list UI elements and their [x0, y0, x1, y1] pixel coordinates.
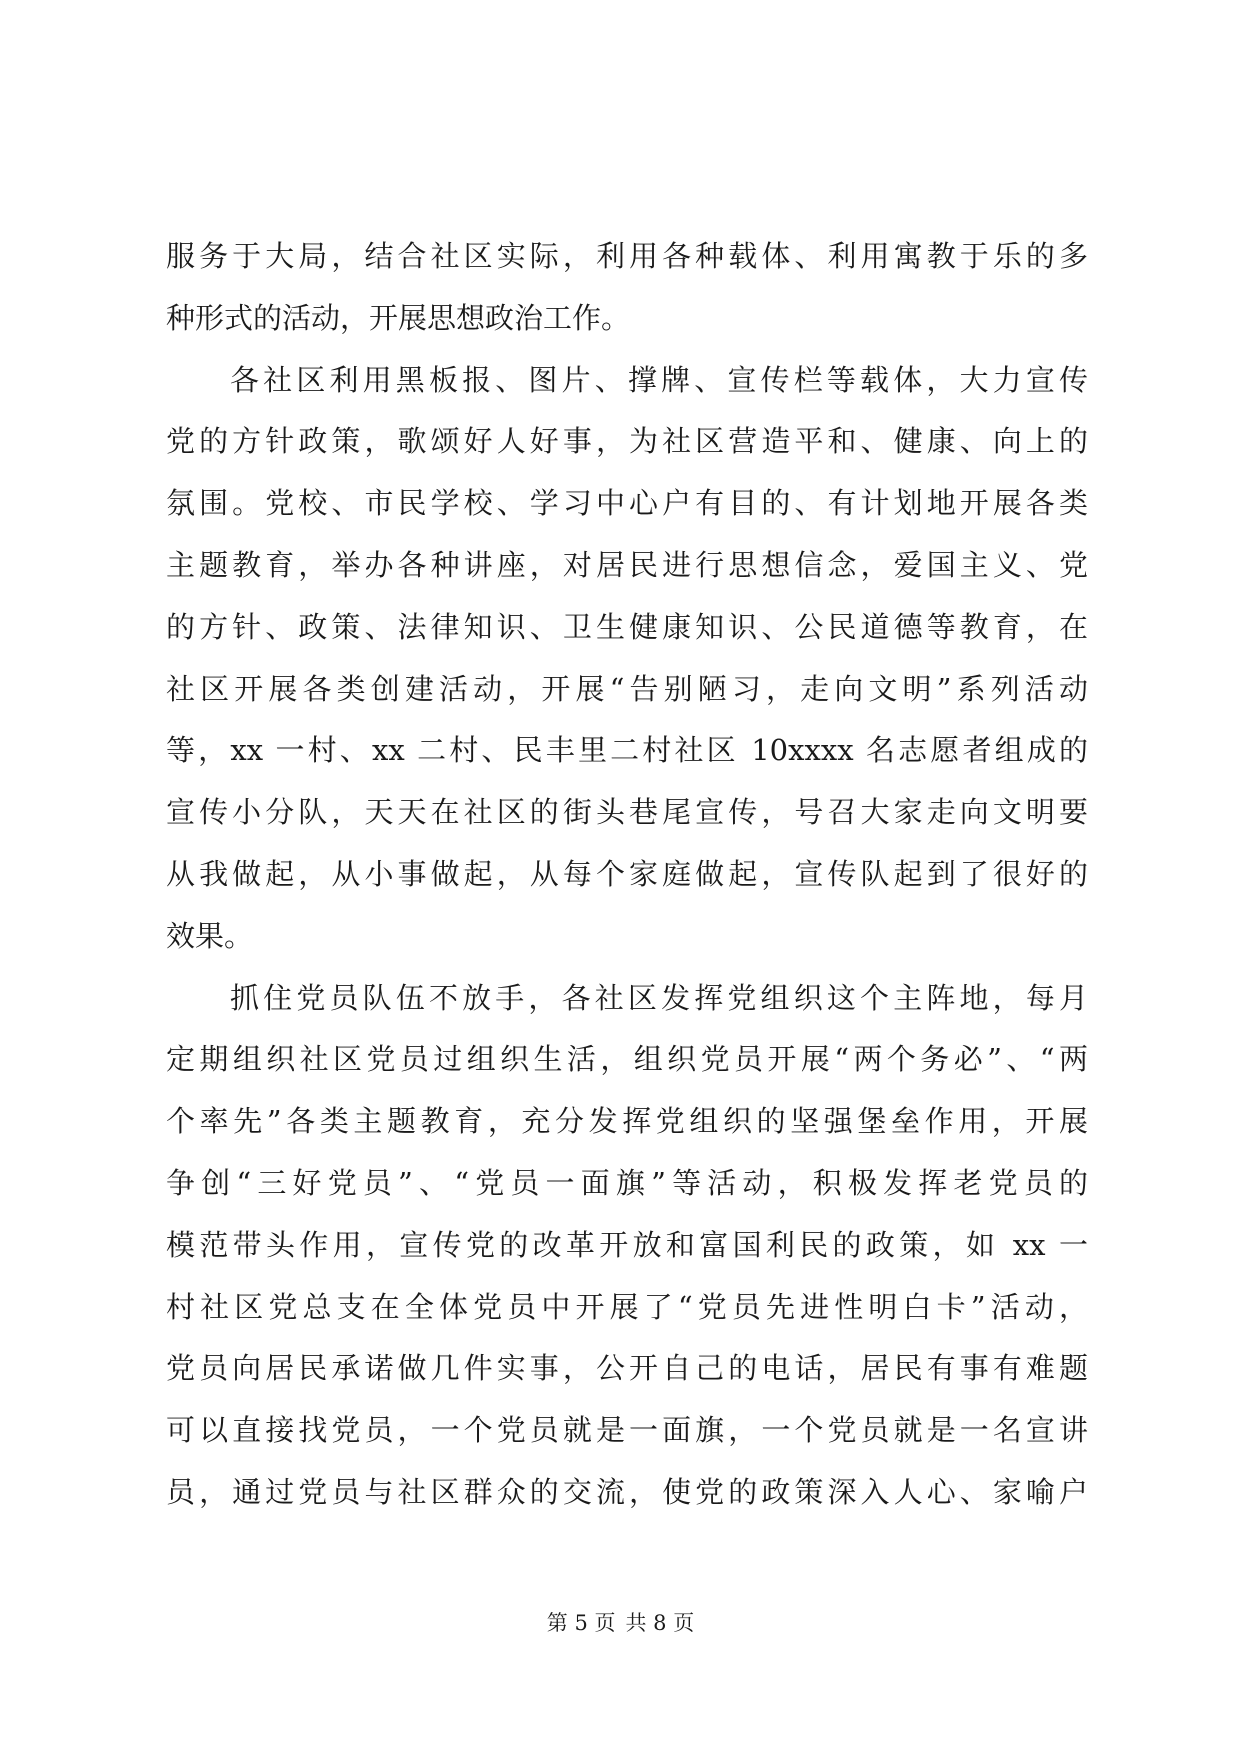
body-line: 党的方针政策，歌颂好人好事，为社区营造平和、健康、向上的 [166, 424, 1088, 459]
body-line: 主题教育，举办各种讲座，对居民进行思想信念，爱国主义、党 [166, 547, 1088, 582]
body-line: 等，xx 一村、xx 二村、民丰里二村社区 10xxxx 名志愿者组成的 [166, 733, 1088, 768]
body-line: 村社区党总支在全体党员中开展了“党员先进性明白卡”活动， [166, 1289, 1088, 1324]
body-line: 社区开展各类创建活动，开展“告别陋习，走向文明”系列活动 [166, 671, 1088, 706]
body-line: 定期组织社区党员过组织生活，组织党员开展“两个务必”、“两 [166, 1042, 1088, 1077]
body-line: 模范带头作用，宣传党的改革开放和富国利民的政策，如 xx 一 [166, 1227, 1088, 1262]
body-line: 氛围。党校、市民学校、学习中心户有目的、有计划地开展各类 [166, 486, 1088, 521]
paragraph-first-line: 各社区利用黑板报、图片、撑牌、宣传栏等载体，大力宣传 [230, 362, 1088, 397]
body-line: 的方针、政策、法律知识、卫生健康知识、公民道德等教育，在 [166, 609, 1088, 644]
body-line: 从我做起，从小事做起，从每个家庭做起，宣传队起到了很好的 [166, 856, 1088, 891]
body-line: 争创“三好党员”、“党员一面旗”等活动，积极发挥老党员的 [166, 1165, 1088, 1200]
page-number-current: 第 5 页 [546, 1611, 616, 1635]
body-line: 效果。 [166, 918, 254, 953]
page-number-total: 共 8 页 [625, 1611, 695, 1635]
body-line: 员，通过党员与社区群众的交流，使党的政策深入人心、家喻户 [166, 1474, 1088, 1509]
body-line: 可以直接找党员，一个党员就是一面旗，一个党员就是一名宣讲 [166, 1413, 1088, 1448]
body-line: 服务于大局，结合社区实际，利用各种载体、利用寓教于乐的多 [166, 239, 1088, 273]
document-body [166, 226, 1088, 1524]
body-line: 种形式的活动，开展思想政治工作。 [166, 300, 631, 335]
paragraph-first-line: 抓住党员队伍不放手，各社区发挥党组织这个主阵地，每月 [230, 980, 1088, 1015]
body-line: 宣传小分队，天天在社区的街头巷尾宣传，号召大家走向文明要 [166, 795, 1088, 830]
body-line: 个率先”各类主题教育，充分发挥党组织的坚强堡垒作用，开展 [166, 1104, 1088, 1139]
page-footer [0, 1608, 1241, 1638]
body-line: 党员向居民承诺做几件实事，公开自己的电话，居民有事有难题 [166, 1351, 1088, 1386]
